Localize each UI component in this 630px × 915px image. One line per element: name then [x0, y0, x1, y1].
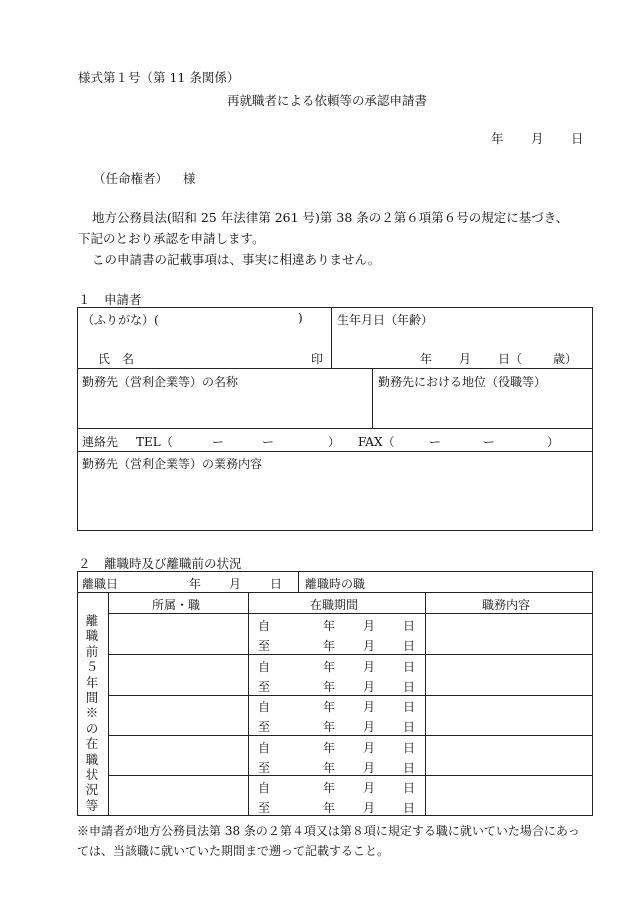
seal-mark: 印 — [311, 352, 324, 366]
body-line-3: この申請書の記載事項は、事実に相違ありません。 — [92, 252, 381, 267]
period-month: 月 — [363, 680, 376, 694]
contact-label: 連絡先 — [82, 435, 119, 449]
section1-number: １ — [78, 292, 91, 307]
period-to-label: 至 — [258, 680, 271, 694]
tel-label[interactable]: TEL（ — [136, 435, 173, 449]
birth-day-label: 日（ — [498, 352, 523, 366]
date-month-label: 月 — [531, 131, 544, 146]
employer-position-label[interactable]: 勤務先における地位（役職等） — [378, 375, 547, 389]
period-day: 日 — [403, 741, 416, 755]
period-year: 年 — [323, 761, 336, 775]
period-year: 年 — [323, 660, 336, 674]
furigana-label: （ふりがな）( — [82, 313, 159, 327]
period-month: 月 — [363, 660, 376, 674]
retire-month-label: 月 — [229, 577, 242, 591]
period-to-label: 至 — [258, 639, 271, 653]
addressee: （任命権者） — [93, 171, 169, 186]
addressee-suffix: 様 — [183, 171, 196, 186]
period-day: 日 — [403, 660, 416, 674]
footnote-line-1: ※申請者が地方公務員法第 38 条の２第４項又は第８項に規定する職に就いていた場合にあっ — [77, 824, 580, 838]
body-line-2: 下記のとおり承認を申請します。 — [78, 231, 265, 246]
fax-close: ） — [547, 435, 560, 449]
section2-number: ２ — [78, 556, 91, 571]
employer-name-label[interactable]: 勤務先（営利企業等）の名称 — [82, 375, 239, 389]
date-day-label: 日 — [571, 131, 584, 146]
period-from-label: 自 — [258, 781, 271, 795]
period-day: 日 — [403, 781, 416, 795]
period-year: 年 — [323, 639, 336, 653]
period-month: 月 — [363, 761, 376, 775]
period-year: 年 — [323, 700, 336, 714]
furigana-close: ) — [298, 311, 303, 325]
period-year: 年 — [323, 680, 336, 694]
period-day: 日 — [403, 639, 416, 653]
footnote-line-2: ては、当該職に就いていた期間まで遡って記載すること。 — [77, 844, 390, 858]
period-month: 月 — [363, 619, 376, 633]
birth-month-label: 月 — [459, 352, 472, 366]
period-to-label: 至 — [258, 801, 271, 815]
col-header-period: 在職期間 — [310, 598, 359, 612]
date-year-label: 年 — [491, 131, 504, 146]
period-month: 月 — [363, 741, 376, 755]
period-from-label: 自 — [258, 619, 271, 633]
period-from-label: 自 — [258, 660, 271, 674]
section2-heading: 離職時及び離職前の状況 — [104, 556, 242, 571]
retire-post-label[interactable]: 離職時の職 — [305, 577, 366, 591]
name-label[interactable]: 氏 名 — [98, 352, 135, 366]
fax-dash-2: ー — [483, 435, 496, 449]
period-month: 月 — [363, 700, 376, 714]
birth-year-label: 年 — [420, 352, 433, 366]
retire-date-label: 離職日 — [82, 577, 119, 591]
period-year: 年 — [323, 619, 336, 633]
period-month: 月 — [363, 801, 376, 815]
retire-day-label: 日 — [270, 577, 283, 591]
period-day: 日 — [403, 720, 416, 734]
retire-year-label: 年 — [189, 577, 202, 591]
period-month: 月 — [363, 639, 376, 653]
section1-heading: 申請者 — [104, 292, 142, 307]
period-year: 年 — [323, 801, 336, 815]
period-day: 日 — [403, 801, 416, 815]
col-header-affiliation: 所属・職 — [152, 598, 201, 612]
document-title: 再就職者による依頼等の承認申請書 — [227, 93, 428, 108]
period-from-label: 自 — [258, 741, 271, 755]
body-line-1: 地方公務員法(昭和 25 年法律第 261 号)第 38 条の２第６項第６号の規定に基づき、 — [92, 210, 569, 225]
tel-dash-1: ー — [212, 435, 225, 449]
period-day: 日 — [403, 761, 416, 775]
period-month: 月 — [363, 781, 376, 795]
period-day: 日 — [403, 700, 416, 714]
vertical-label-prior-5-years: 離職前５年間※の在職状況等 — [85, 613, 99, 813]
fax-dash-1: ー — [429, 435, 442, 449]
period-day: 日 — [403, 619, 416, 633]
birth-age-label: 歳） — [553, 352, 578, 366]
business-content-label[interactable]: 勤務先（営利企業等）の業務内容 — [82, 457, 263, 471]
fax-label[interactable]: FAX（ — [358, 435, 395, 449]
period-year: 年 — [323, 741, 336, 755]
col-header-duties: 職務内容 — [482, 598, 531, 612]
period-day: 日 — [403, 680, 416, 694]
period-year: 年 — [323, 720, 336, 734]
tel-close: ） — [328, 435, 341, 449]
period-to-label: 至 — [258, 761, 271, 775]
period-from-label: 自 — [258, 700, 271, 714]
period-month: 月 — [363, 720, 376, 734]
tel-dash-2: ー — [262, 435, 275, 449]
birthdate-label: 生年月日（年齢） — [337, 313, 434, 327]
period-to-label: 至 — [258, 720, 271, 734]
form-number: 様式第１号（第 11 条関係） — [78, 70, 240, 85]
period-year: 年 — [323, 781, 336, 795]
